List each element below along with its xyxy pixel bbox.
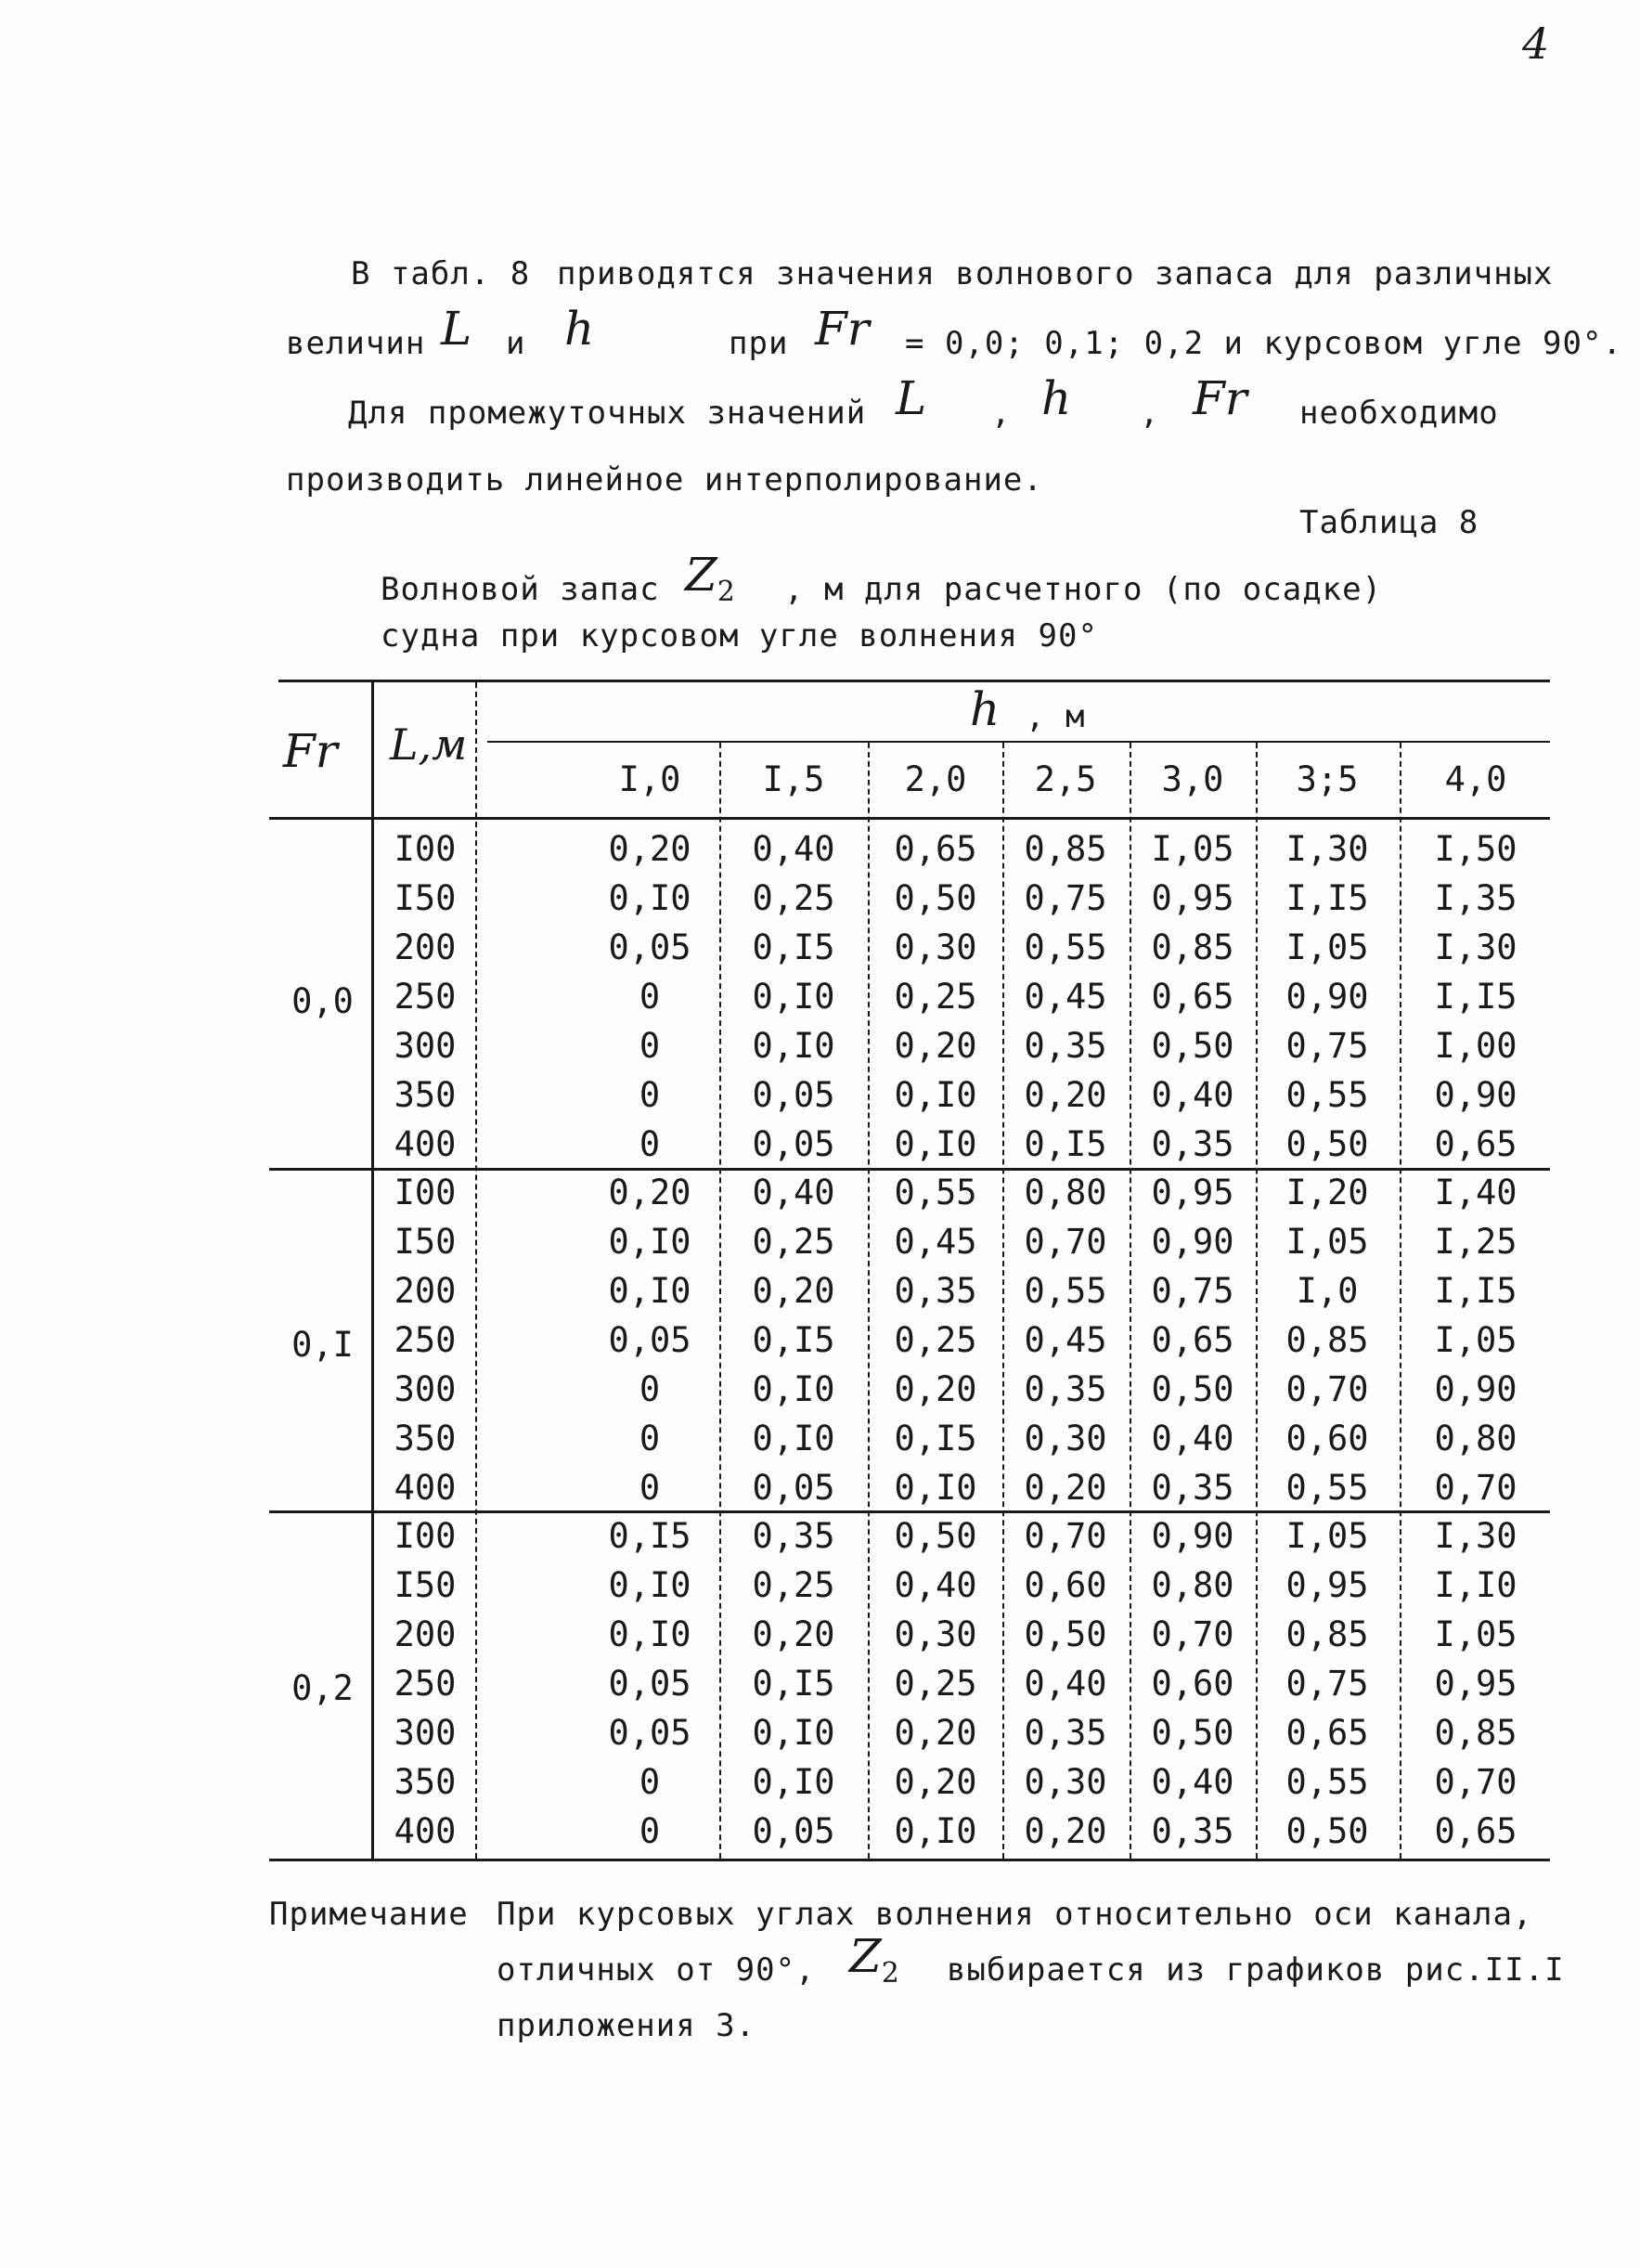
header-h-value: 3;5 xyxy=(1296,759,1359,799)
table-cell-z2: 0,30 xyxy=(1024,1762,1107,1802)
table-cell-z2: 0,70 xyxy=(1285,1369,1369,1409)
table-cell-z2: 0,20 xyxy=(1024,1811,1107,1851)
table-cell-z2: 0,70 xyxy=(1151,1614,1234,1654)
table-cell-z2: 0,95 xyxy=(1151,878,1234,918)
row-length-L: I00 xyxy=(394,1516,457,1556)
header-h-value: I,0 xyxy=(618,759,681,799)
row-length-L: 200 xyxy=(394,927,457,967)
table-cell-z2: 0,35 xyxy=(1151,1468,1234,1508)
table-cell-z2: 0,55 xyxy=(1285,1762,1369,1802)
intro-fr-values: = 0,0; 0,1; 0,2 и курсовом угле 90°. xyxy=(905,325,1622,362)
table-cell-z2: 0,20 xyxy=(894,1713,977,1753)
table-cell-z2: 0,I5 xyxy=(608,1516,691,1556)
table-cell-z2: 0,25 xyxy=(752,878,835,918)
table-cell-z2: 0,40 xyxy=(894,1565,977,1605)
table-cell-z2: 0,85 xyxy=(1285,1320,1369,1360)
intro-line3-end: необходимо xyxy=(1299,395,1499,432)
header-h-value: 2,5 xyxy=(1034,759,1097,799)
table-cell-z2: 0 xyxy=(639,1124,661,1164)
table-cell-z2: 0,50 xyxy=(894,1516,977,1556)
table-cell-z2: 0,55 xyxy=(1024,1271,1107,1311)
table-cell-z2: 0 xyxy=(639,1811,661,1851)
table-cell-z2: 0,I0 xyxy=(752,1419,835,1458)
col-separator-1 xyxy=(719,743,721,1859)
table-cell-z2: 0,85 xyxy=(1151,927,1234,967)
table-cell-z2: I,30 xyxy=(1434,1516,1517,1556)
table-cell-z2: 0,85 xyxy=(1285,1614,1369,1654)
row-length-L: 300 xyxy=(394,1369,457,1409)
table-cell-z2: I,50 xyxy=(1434,829,1517,869)
table-cell-z2: 0,45 xyxy=(894,1222,977,1262)
note-label: Примечание xyxy=(269,1896,469,1933)
table-cell-z2: 0,70 xyxy=(1434,1468,1517,1508)
table-cell-z2: I,I5 xyxy=(1434,977,1517,1017)
table-cell-z2: 0,35 xyxy=(1024,1369,1107,1409)
col-separator-2 xyxy=(868,743,870,1859)
header-bottom-rule xyxy=(269,817,1550,820)
intro-comma-1: , xyxy=(991,395,1012,432)
table-cell-z2: 0,25 xyxy=(752,1222,835,1262)
table-cell-z2: I,40 xyxy=(1434,1173,1517,1212)
table-cell-z2: 0,30 xyxy=(1024,1419,1107,1458)
table-cell-z2: 0,20 xyxy=(894,1369,977,1409)
table-cell-z2: 0 xyxy=(639,1762,661,1802)
table-cell-z2: 0,70 xyxy=(1024,1516,1107,1556)
row-length-L: 250 xyxy=(394,1664,457,1704)
table-cell-z2: 0,I0 xyxy=(608,1614,691,1654)
note-line2-a: отличных от 90°, xyxy=(497,1951,816,1989)
table-cell-z2: I,05 xyxy=(1285,1516,1369,1556)
intro-line3-start: Для промежуточных значений xyxy=(348,395,867,432)
row-length-L: 400 xyxy=(394,1124,457,1164)
table-cell-z2: 0,05 xyxy=(608,927,691,967)
table-cell-z2: 0,75 xyxy=(1151,1271,1234,1311)
table-cell-z2: 0,50 xyxy=(894,878,977,918)
table-cell-z2: 0,90 xyxy=(1285,977,1369,1017)
var-L: L xyxy=(441,302,472,356)
row-length-L: 400 xyxy=(394,1468,457,1508)
table-cell-z2: 0 xyxy=(639,1369,661,1409)
table-cell-z2: I,05 xyxy=(1151,829,1234,869)
table-cell-z2: 0,05 xyxy=(752,1124,835,1164)
table-cell-z2: 0 xyxy=(639,1026,661,1066)
table-cell-z2: 0,55 xyxy=(1285,1468,1369,1508)
header-h-value: 4,0 xyxy=(1444,759,1507,799)
table-cell-z2: 0,I5 xyxy=(1024,1124,1107,1164)
intro-line2-start: величин xyxy=(286,325,426,362)
table-cell-z2: 0,50 xyxy=(1285,1811,1369,1851)
table-cell-z2: I,05 xyxy=(1285,1222,1369,1262)
table-cell-z2: 0,70 xyxy=(1434,1762,1517,1802)
row-length-L: 250 xyxy=(394,977,457,1017)
caption-line2: судна при курсовом угле волнения 90° xyxy=(381,617,1098,654)
page-number: 4 xyxy=(1522,19,1550,69)
table-cell-z2: 0 xyxy=(639,1419,661,1458)
caption-var-Z-letter: Z xyxy=(685,548,717,602)
table-cell-z2: 0,30 xyxy=(894,927,977,967)
table-cell-z2: 0,20 xyxy=(608,829,691,869)
table-cell-z2: I,0 xyxy=(1296,1271,1359,1311)
note-var-Z xyxy=(849,1929,899,1989)
table-cell-z2: 0,40 xyxy=(752,1173,835,1212)
table-cell-z2: 0,I0 xyxy=(752,1713,835,1753)
table-cell-z2: 0,90 xyxy=(1151,1222,1234,1262)
h-header-rule xyxy=(487,741,1550,743)
table-cell-z2: 0,I0 xyxy=(894,1124,977,1164)
table-cell-z2: I,25 xyxy=(1434,1222,1517,1262)
table-cell-z2: 0,40 xyxy=(1024,1664,1107,1704)
table-cell-z2: 0,60 xyxy=(1024,1565,1107,1605)
table-cell-z2: 0,95 xyxy=(1285,1565,1369,1605)
intro-at: при xyxy=(729,325,789,362)
table-cell-z2: 0,35 xyxy=(752,1516,835,1556)
table-cell-z2: 0,05 xyxy=(608,1664,691,1704)
table-cell-z2: 0,65 xyxy=(1151,1320,1234,1360)
row-length-L: 300 xyxy=(394,1026,457,1066)
table-cell-z2: 0,65 xyxy=(1151,977,1234,1017)
caption-subscript: 2 xyxy=(717,576,735,608)
table-cell-z2: 0,05 xyxy=(608,1320,691,1360)
intro-line1-start: В табл. 8 xyxy=(351,255,531,292)
table-cell-z2: 0,I0 xyxy=(752,1026,835,1066)
table-cell-z2: 0,25 xyxy=(894,1664,977,1704)
table-cell-z2: 0,90 xyxy=(1151,1516,1234,1556)
table-cell-z2: 0,75 xyxy=(1024,878,1107,918)
table-cell-z2: 0,20 xyxy=(752,1614,835,1654)
header-h: h xyxy=(970,682,1001,736)
caption-part2: , м для расчетного (по осадке) xyxy=(784,571,1383,608)
table-cell-z2: 0,05 xyxy=(752,1811,835,1851)
table-cell-z2: 0,I0 xyxy=(894,1468,977,1508)
table-cell-z2: 0,I0 xyxy=(752,977,835,1017)
var-h-2: h xyxy=(1041,371,1072,425)
table-cell-z2: 0,55 xyxy=(1285,1075,1369,1115)
note-line1: При курсовых углах волнения относительно оси канала, xyxy=(497,1896,1533,1933)
table-cell-z2: 0,80 xyxy=(1434,1419,1517,1458)
table-cell-z2: 0,40 xyxy=(1151,1762,1234,1802)
row-length-L: 400 xyxy=(394,1811,457,1851)
table-label: Таблица 8 xyxy=(1299,504,1479,541)
table-cell-z2: 0,75 xyxy=(1285,1664,1369,1704)
row-length-L: 350 xyxy=(394,1762,457,1802)
table-cell-z2: 0,I0 xyxy=(894,1811,977,1851)
table-cell-z2: 0 xyxy=(639,1075,661,1115)
table-cell-z2: 0,20 xyxy=(608,1173,691,1212)
col-separator-6 xyxy=(1400,743,1401,1859)
row-length-L: I00 xyxy=(394,1173,457,1212)
table-cell-z2: I,05 xyxy=(1434,1614,1517,1654)
note-subscript: 2 xyxy=(881,1957,899,1989)
table-cell-z2: 0,50 xyxy=(1151,1369,1234,1409)
table-cell-z2: 0,20 xyxy=(1024,1075,1107,1115)
table-cell-z2: 0,20 xyxy=(752,1271,835,1311)
header-h-value: I,5 xyxy=(762,759,825,799)
table-cell-z2: 0,I0 xyxy=(608,1565,691,1605)
col-separator-L xyxy=(475,682,477,1859)
header-h-value: 3,0 xyxy=(1161,759,1224,799)
table-cell-z2: 0,40 xyxy=(1151,1075,1234,1115)
table-cell-z2: 0,35 xyxy=(1024,1026,1107,1066)
row-length-L: 250 xyxy=(394,1320,457,1360)
table-cell-z2: 0,25 xyxy=(894,1320,977,1360)
table-cell-z2: 0,45 xyxy=(1024,1320,1107,1360)
table-cell-z2: 0,55 xyxy=(894,1173,977,1212)
table-cell-z2: 0,05 xyxy=(752,1075,835,1115)
table-cell-z2: 0,I0 xyxy=(608,1271,691,1311)
table-cell-z2: 0,50 xyxy=(1151,1026,1234,1066)
row-length-L: I50 xyxy=(394,1565,457,1605)
table-cell-z2: I,30 xyxy=(1285,829,1369,869)
intro-comma-2: , xyxy=(1140,395,1160,432)
row-length-L: I50 xyxy=(394,878,457,918)
table-cell-z2: 0,I0 xyxy=(608,1222,691,1262)
fr-group-label: 0,I xyxy=(291,1325,354,1365)
table-cell-z2: 0,25 xyxy=(894,977,977,1017)
table-cell-z2: 0 xyxy=(639,1468,661,1508)
table-cell-z2: I,35 xyxy=(1434,878,1517,918)
fr-group-label: 0,0 xyxy=(291,981,354,1021)
table-cell-z2: 0,85 xyxy=(1434,1713,1517,1753)
note-line3: приложения 3. xyxy=(497,2007,756,2044)
table-cell-z2: 0,I0 xyxy=(752,1369,835,1409)
var-Fr-2: Fr xyxy=(1193,371,1247,425)
table-cell-z2: 0,I5 xyxy=(752,1320,835,1360)
table-cell-z2: 0,50 xyxy=(1285,1124,1369,1164)
table-bottom-rule xyxy=(269,1859,1550,1861)
note-line2-b: выбирается из графиков рис.II.I xyxy=(947,1951,1565,1989)
table-cell-z2: I,05 xyxy=(1434,1320,1517,1360)
table-cell-z2: 0 xyxy=(639,977,661,1017)
table-cell-z2: I,I0 xyxy=(1434,1565,1517,1605)
table-cell-z2: 0,65 xyxy=(1434,1124,1517,1164)
table-cell-z2: 0,I0 xyxy=(894,1075,977,1115)
table-cell-z2: 0,65 xyxy=(894,829,977,869)
table-cell-z2: I,05 xyxy=(1285,927,1369,967)
table-cell-z2: 0,65 xyxy=(1434,1811,1517,1851)
table-cell-z2: 0,20 xyxy=(894,1026,977,1066)
table-cell-z2: 0,80 xyxy=(1024,1173,1107,1212)
var-L-2: L xyxy=(896,371,927,425)
group-separator-1 xyxy=(269,1168,1550,1171)
row-length-L: 350 xyxy=(394,1075,457,1115)
table-cell-z2: 0,45 xyxy=(1024,977,1107,1017)
row-length-L: I50 xyxy=(394,1222,457,1262)
fr-group-label: 0,2 xyxy=(291,1668,354,1708)
table-cell-z2: I,00 xyxy=(1434,1026,1517,1066)
table-cell-z2: 0,20 xyxy=(1024,1468,1107,1508)
row-length-L: 200 xyxy=(394,1271,457,1311)
intro-and: и xyxy=(506,325,526,362)
intro-line1-rest: приводятся значения волнового запаса для различных xyxy=(557,255,1554,292)
table-cell-z2: I,I5 xyxy=(1285,878,1369,918)
table-cell-z2: 0,35 xyxy=(1151,1811,1234,1851)
table-cell-z2: I,30 xyxy=(1434,927,1517,967)
group-separator-2 xyxy=(269,1510,1550,1513)
table-cell-z2: 0,20 xyxy=(894,1762,977,1802)
row-length-L: 350 xyxy=(394,1419,457,1458)
table-cell-z2: 0,65 xyxy=(1285,1713,1369,1753)
table-top-rule xyxy=(278,680,1550,682)
table-cell-z2: 0,35 xyxy=(1024,1713,1107,1753)
table-cell-z2: 0,55 xyxy=(1024,927,1107,967)
row-length-L: 300 xyxy=(394,1713,457,1753)
table-cell-z2: 0,95 xyxy=(1151,1173,1234,1212)
table-cell-z2: 0,60 xyxy=(1285,1419,1369,1458)
header-L: L,м xyxy=(390,719,468,770)
caption-var-Z xyxy=(685,548,735,608)
table-cell-z2: 0,I5 xyxy=(752,927,835,967)
table-cell-z2: 0,30 xyxy=(894,1614,977,1654)
header-h-value: 2,0 xyxy=(904,759,967,799)
intro-line4: производить линейное интерполирование. xyxy=(286,461,1043,499)
note-var-Z-letter: Z xyxy=(849,1929,882,1983)
table-cell-z2: 0,80 xyxy=(1151,1565,1234,1605)
table-cell-z2: 0,I5 xyxy=(894,1419,977,1458)
table-cell-z2: 0,50 xyxy=(1151,1713,1234,1753)
table-cell-z2: 0,I0 xyxy=(608,878,691,918)
table-cell-z2: 0,35 xyxy=(894,1271,977,1311)
var-h: h xyxy=(564,302,595,356)
caption-part1: Волновой запас xyxy=(381,571,660,608)
table-cell-z2: 0,I5 xyxy=(752,1664,835,1704)
table-cell-z2: 0,90 xyxy=(1434,1075,1517,1115)
table-cell-z2: 0,25 xyxy=(752,1565,835,1605)
table-cell-z2: 0,05 xyxy=(752,1468,835,1508)
table-cell-z2: 0,35 xyxy=(1151,1124,1234,1164)
table-cell-z2: 0,05 xyxy=(608,1713,691,1753)
col-separator-fr xyxy=(371,682,374,1859)
header-h-unit: , м xyxy=(1026,698,1086,735)
row-length-L: I00 xyxy=(394,829,457,869)
table-cell-z2: I,I5 xyxy=(1434,1271,1517,1311)
table-cell-z2: 0,95 xyxy=(1434,1664,1517,1704)
row-length-L: 200 xyxy=(394,1614,457,1654)
table-cell-z2: 0,60 xyxy=(1151,1664,1234,1704)
table-cell-z2: I,20 xyxy=(1285,1173,1369,1212)
table-cell-z2: 0,I0 xyxy=(752,1762,835,1802)
table-cell-z2: 0,90 xyxy=(1434,1369,1517,1409)
table-cell-z2: 0,75 xyxy=(1285,1026,1369,1066)
var-Fr: Fr xyxy=(815,302,870,356)
table-cell-z2: 0,40 xyxy=(752,829,835,869)
table-cell-z2: 0,40 xyxy=(1151,1419,1234,1458)
table-cell-z2: 0,85 xyxy=(1024,829,1107,869)
table-cell-z2: 0,50 xyxy=(1024,1614,1107,1654)
header-fr: Fr xyxy=(283,724,338,778)
table-cell-z2: 0,70 xyxy=(1024,1222,1107,1262)
